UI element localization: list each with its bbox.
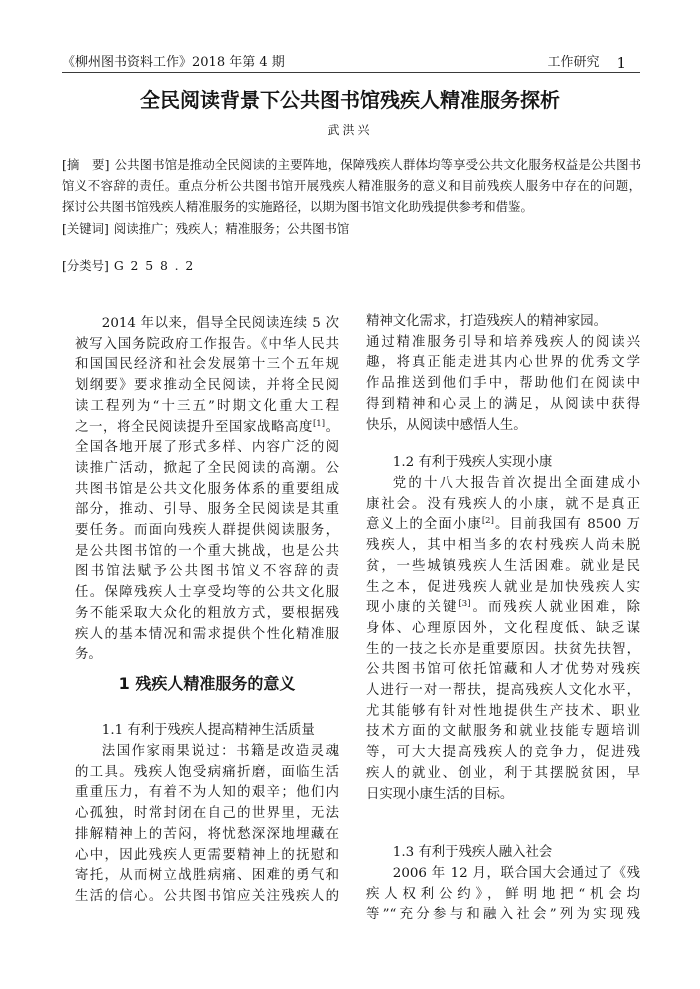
text-line: 全国各地开展了形式多样、内容广泛的阅	[75, 440, 339, 456]
text-line: 等”“充分参与和融入社会”列为实现残	[366, 907, 640, 923]
section-heading: 1 残疾人精准服务的意义	[118, 674, 296, 693]
journal-issue: 《柳州图书资料工作》2018 年第 4 期	[62, 55, 285, 70]
text-line: 尤其能够有针对性地提供生产技术、职业	[366, 703, 640, 719]
text-line: 读推广活动，掀起了全民阅读的高潮。公	[75, 460, 339, 476]
text-line: 重重压力，有着不为人知的艰辛；他们内	[75, 785, 339, 801]
text-line: 任。保障残疾人士享受均等的公共文化服	[75, 585, 339, 601]
text-segment: 之一，将全民阅读提升至国家战略高度	[75, 419, 313, 435]
text-line: 2006 年 12 月，联合国大会通过了《残	[392, 866, 640, 881]
paragraph	[366, 864, 640, 926]
citation-mark: [3]	[458, 599, 471, 610]
text-line: 疾人的基本情况和需求提供个性化精准服	[75, 626, 339, 642]
paragraph	[75, 742, 339, 908]
abstract-line: 馆义不容辞的责任。重点分析公共图书馆开展残疾人精准服务的意义和目前残疾人服务中存在的问题，	[62, 178, 641, 193]
text-line: 生的一技之长亦是重要原因。扶贫先扶智，	[366, 641, 640, 657]
running-header	[62, 52, 640, 73]
subsection-heading: 1.2 有利于残疾人实现小康	[392, 455, 553, 470]
text-line: 公共图书馆可依托馆藏和人才优势对残疾	[366, 662, 640, 678]
text-line: 趣，将真正能走进其内心世界的优秀文学	[366, 355, 640, 371]
text-segment: 现小康的关键	[366, 600, 459, 616]
text-line: 快乐，从阅读中感悟人生。	[366, 417, 527, 433]
text-line: 共图书馆是公共文化服务体系的重要组成	[75, 481, 339, 497]
text-line	[366, 515, 640, 536]
text-segment: 。而残疾人就业困难，除	[470, 600, 641, 616]
text-line: 心孤独，时常封闭在自己的世界里，无法	[75, 806, 339, 822]
header-right	[547, 54, 640, 72]
text-segment: 意义上的全面小康	[366, 517, 482, 533]
text-line: 等，可大大提高残疾人的竞争力，促进残	[366, 745, 640, 761]
text-line: 排解精神上的苦闷，将忧愁深深地埋藏在	[75, 826, 339, 842]
paragraph	[366, 474, 640, 805]
text-line: 部分，推动、引导、服务全民阅读是其重	[75, 502, 339, 518]
text-line: 残疾人，其中相当多的农村残疾人尚未脱	[366, 538, 640, 554]
text-line: 身体、心理原因外，文化程度低、缺乏谋	[366, 620, 640, 636]
text-line: 生之本，促进残疾人就业是加快残疾人实	[366, 579, 640, 595]
paragraph	[75, 314, 339, 666]
abstract-label: [摘 要]	[62, 157, 110, 172]
text-segment: 。	[325, 419, 340, 435]
text-line: 康社会。没有残疾人的小康，就不是真正	[366, 496, 640, 512]
text-line: 图书馆法赋予公共图书馆义不容辞的责	[75, 564, 339, 580]
text-line: 划纲要》要求推动全民阅读，并将全民阅	[75, 378, 339, 394]
text-line: 贫，一些城镇残疾人生活困难。就业是民	[366, 558, 640, 574]
article-title: 全民阅读背景下公共图书馆残疾人精准服务探析	[140, 88, 560, 112]
text-segment: 。目前我国有 8500 万	[493, 517, 641, 533]
keywords	[62, 218, 641, 239]
text-line: 人进行一对一帮扶，提高残疾人文化水平，	[366, 683, 640, 699]
author-name: 武洪兴	[327, 123, 373, 137]
abstract-text: 公共图书馆是推动全民阅读的主要阵地，保障残疾人群体均等享受公共文化服务权益是公共图书	[114, 157, 642, 172]
text-line: 党的十八大报告首次提出全面建成小	[392, 476, 640, 491]
page-number: 1	[616, 54, 626, 72]
subsection-heading: 1.1 有利于残疾人提高精神生活质量	[101, 723, 315, 738]
text-line: 务不能采取大众化的粗放方式，要根据残	[75, 605, 339, 621]
text-line	[75, 418, 339, 439]
abstract-line: 探讨公共图书馆残疾人精准服务的实施路径，以期为图书馆文化助残提供参考和借鉴。	[62, 199, 533, 214]
classification-code: G258.2	[113, 258, 201, 273]
paragraph	[366, 312, 640, 436]
text-line: 读工程列为“十三五”时期文化重大工程	[75, 398, 339, 414]
text-line: 疾人权利公约》，鲜明地把“机会均	[366, 886, 640, 902]
text-line: 精神文化需求，打造残疾人的精神家园。	[366, 314, 608, 329]
text-line	[366, 598, 640, 619]
text-line: 心中，因此残疾人更需要精神上的抚慰和	[75, 847, 339, 863]
text-line: 寄托，从而树立战胜病痛、困难的勇气和	[75, 868, 339, 884]
citation-mark: [2]	[481, 516, 494, 527]
subsection-heading: 1.3 有利于残疾人融入社会	[392, 845, 553, 860]
text-line: 2014 年以来，倡导全民阅读连续 5 次	[101, 316, 339, 331]
text-line: 日实现小康生活的目标。	[366, 786, 514, 802]
text-line: 的工具。残疾人饱受病痛折磨，面临生活	[75, 764, 339, 780]
abstract	[62, 154, 641, 217]
classification-label: [分类号]	[62, 258, 109, 273]
abstract-line	[62, 154, 641, 175]
text-line: 生活的信心。公共图书馆应关注残疾人的	[75, 888, 339, 904]
classification	[62, 255, 641, 276]
text-line: 和国国民经济和社会发展第十三个五年规	[75, 357, 339, 373]
text-line: 疾人的就业、创业，利于其摆脱贫困，早	[366, 765, 640, 781]
text-line: 法国作家雨果说过：书籍是改造灵魂	[101, 744, 339, 759]
section-label: 工作研究	[547, 55, 600, 70]
text-line: 要任务。而面向残疾人群提供阅读服务，	[75, 523, 339, 539]
text-line: 通过精准服务引导和培养残疾人的阅读兴	[366, 334, 640, 350]
text-line: 技术方面的文献服务和就业技能专题培训	[366, 724, 640, 740]
text-line: 作品推送到他们手中，帮助他们在阅读中	[366, 376, 640, 392]
keywords-label: [关键词]	[62, 221, 109, 236]
text-line: 务。	[75, 647, 102, 663]
citation-mark: [1]	[312, 418, 326, 429]
text-line: 是公共图书馆的一个重大挑战，也是公共	[75, 543, 339, 559]
text-line: 得到精神和心灵上的满足，从阅读中获得	[366, 396, 640, 412]
keywords-text: 阅读推广；残疾人；精准服务；公共图书馆	[113, 221, 350, 236]
text-line: 被写入国务院政府工作报告。《中华人民共	[75, 336, 339, 352]
